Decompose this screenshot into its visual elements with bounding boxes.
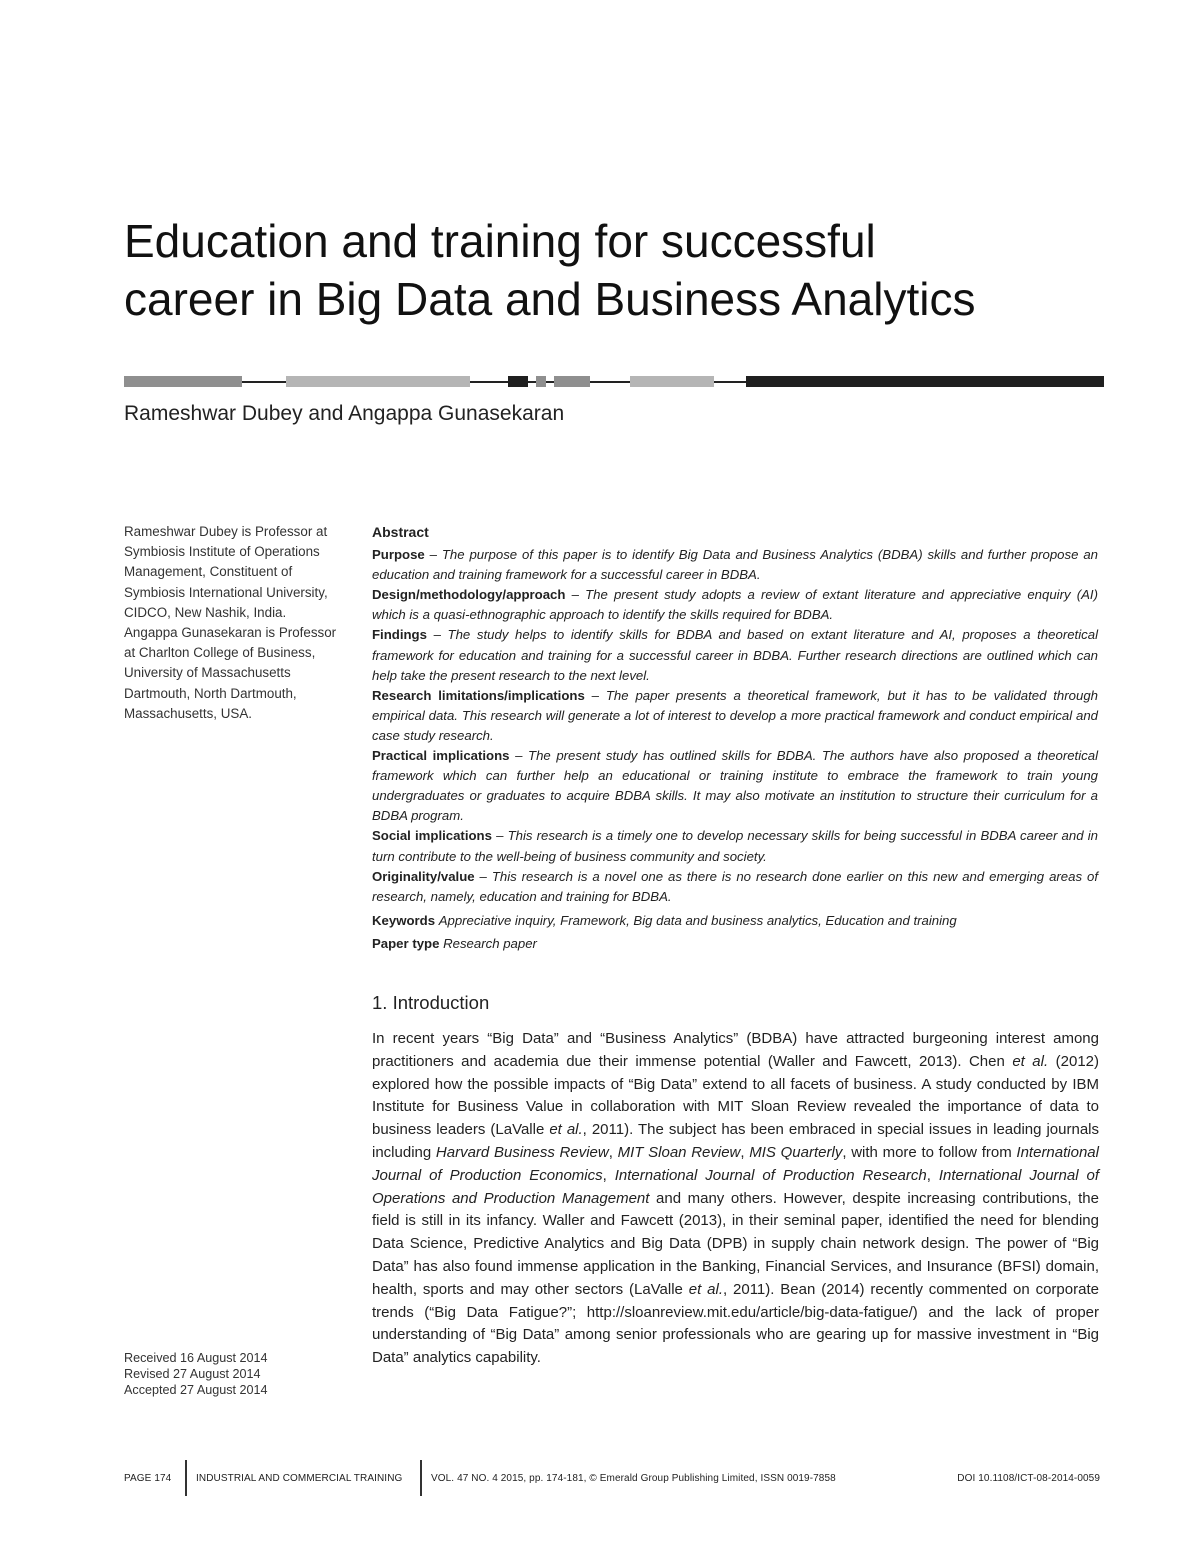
text-run: , xyxy=(602,1166,615,1184)
article-title xyxy=(124,212,1124,328)
abstract-dash: – xyxy=(474,868,492,884)
italic-run: et al. xyxy=(688,1280,723,1298)
italic-run: International Journal of Production Research xyxy=(614,1166,927,1184)
introduction-heading: 1. Introduction xyxy=(372,992,490,1013)
italic-run: International Journal of Production Economics xyxy=(372,1143,1099,1184)
paper-type xyxy=(372,934,1098,954)
footer-issue-info: VOL. 47 NO. 4 2015, pp. 174-181, © Emerald Group Publishing Limited, ISSN 0019-7858 xyxy=(431,1473,836,1484)
italic-run: et al. xyxy=(549,1121,583,1139)
abstract-dash: – xyxy=(509,748,529,764)
abstract-limitations xyxy=(372,686,1098,746)
rule-segment xyxy=(554,376,590,387)
abstract-label: Purpose xyxy=(372,547,425,563)
abstract-dash: – xyxy=(584,687,606,703)
abstract-text: The study helps to identify skills for BDBA and based on extant literature and AI, proposes a theoretical framework for education and training for a successful career in BDBA. Further research directions are outlined which can help take the present research to the next level. xyxy=(372,627,1098,683)
abstract-label: Findings xyxy=(372,627,427,643)
abstract-text: This research is a novel one as there is no research done earlier on this new and emerging areas of research, namely, education and training for BDBA. xyxy=(372,868,1098,904)
decorative-title-rule xyxy=(124,376,1104,387)
rule-segment xyxy=(286,376,470,387)
abstract-social xyxy=(372,826,1098,866)
abstract-text: The present study adopts a review of extant literature and appreciative enquiry (AI) which is a quasi-ethnographic approach to identify the skills required for BDBA. xyxy=(372,587,1098,623)
footer-page-number: PAGE 174 xyxy=(124,1473,172,1484)
footer-doi: DOI 10.1108/ICT-08-2014-0059 xyxy=(957,1473,1100,1484)
abstract-text: The present study has outlined skills for BDBA. The authors have also proposed a theoretical framework which can further help an educational or training institute to embrace the framework to train young undergraduates or graduates to acquire BDBA skills. It may also motivate an institution to structure their curriculum for a BDBA program. xyxy=(372,748,1099,824)
abstract-label: Design/methodology/approach xyxy=(372,587,566,603)
rule-segment xyxy=(508,376,528,387)
title-line-1: Education and training for successful xyxy=(124,215,876,267)
italic-run: MIT Sloan Review xyxy=(617,1143,741,1161)
footer-journal-name: INDUSTRIAL AND COMMERCIAL TRAINING xyxy=(196,1473,403,1484)
rule-segment xyxy=(746,376,1104,387)
italic-run: International Journal of Operations and Production Management xyxy=(372,1166,1100,1207)
title-line-2: career in Big Data and Business Analytics xyxy=(124,273,976,325)
footer-separator xyxy=(420,1460,422,1496)
paper-type-text: Research paper xyxy=(443,935,537,951)
rule-segment xyxy=(124,376,242,387)
affiliation-gunasekaran: Angappa Gunasekaran is Professor at Charlton College of Business, University of Massachusetts Dartmouth, North Dartmouth, Massachusetts, USA. xyxy=(124,625,337,721)
text-run: , xyxy=(740,1143,750,1161)
rule-segment xyxy=(536,376,546,387)
author-line: Rameshwar Dubey and Angappa Gunasekaran xyxy=(124,402,565,425)
abstract-originality xyxy=(372,867,1098,907)
abstract-findings xyxy=(372,625,1098,685)
text-run: In recent years “Big Data” and “Business Analytics” (BDBA) have attracted burgeoning interest among practitioners and academia due their immense potential (Waller and Fawcett, 2013). Chen xyxy=(372,1030,1099,1070)
footer-separator xyxy=(185,1460,187,1496)
abstract-dash: – xyxy=(565,587,586,603)
introduction-body xyxy=(372,1028,1099,1370)
text-run: , xyxy=(926,1166,939,1184)
abstract-dash: – xyxy=(426,627,448,643)
received-date: Received 16 August 2014 xyxy=(124,1351,268,1365)
abstract-dash: – xyxy=(491,828,508,844)
text-run: , with more to follow from xyxy=(842,1143,1017,1161)
page-footer xyxy=(124,1460,1100,1496)
keywords-label: Keywords xyxy=(372,912,436,928)
text-run: (2012) explored how the possible impacts of “Big Data” extend to all facets of business. A study conducted by IBM Institute for Business Value in collaboration with MIT Sloan Review revealed the importance of data to business leaders (LaValle xyxy=(372,1052,1099,1139)
italic-run: Harvard Business Review xyxy=(435,1143,609,1161)
keywords xyxy=(372,911,1098,931)
article-history xyxy=(124,1350,344,1399)
italic-run: et al. xyxy=(1012,1052,1049,1070)
text-run: , 2011). The subject has been embraced in special issues in leading journals including xyxy=(372,1121,1100,1161)
abstract-design xyxy=(372,585,1098,625)
abstract-practical xyxy=(372,746,1098,826)
text-run: , 2011). Bean (2014) recently commented on corporate trends (“Big Data Fatigue?”; http://sloanreview.mit.edu/article/big-data-fatigue/) and the lack of proper understanding of “Big Data” among senior professionals who are gearing up for massive investment in “Big Data” analytics capability. xyxy=(372,1280,1099,1367)
abstract xyxy=(372,522,1098,954)
author-affiliations xyxy=(124,522,344,724)
accepted-date: Accepted 27 August 2014 xyxy=(124,1383,268,1398)
abstract-label: Research limitations/implications xyxy=(372,687,585,703)
text-run: and many others. However, despite increasing contributions, the field is still in its infancy. Waller and Fawcett (2013), in their seminal paper, identified the need for blending Data Science, Predictive Analytics and Big Data (DPB) in supply chain network design. The power of “Big Data” has also found immense application in the Banking, Financial Services, and Insurance (BFSI) domain, health, sports and may other sectors (LaValle xyxy=(372,1189,1099,1298)
abstract-label: Originality/value xyxy=(372,868,475,884)
text-run: , xyxy=(608,1143,618,1161)
paper-type-label: Paper type xyxy=(372,935,440,951)
keywords-text: Appreciative inquiry, Framework, Big data and business analytics, Education and training xyxy=(438,912,957,928)
abstract-dash: – xyxy=(424,547,442,563)
italic-run: MIS Quarterly xyxy=(749,1143,843,1161)
abstract-label: Social implications xyxy=(372,828,492,844)
rule-segment xyxy=(630,376,714,387)
abstract-heading: Abstract xyxy=(372,524,429,540)
abstract-text: This research is a timely one to develop necessary skills for being successful in BDBA career and in turn contribute to the well-being of business community and society. xyxy=(372,828,1098,864)
affiliation-dubey: Rameshwar Dubey is Professor at Symbiosis Institute of Operations Management, Constituent of Symbiosis International University, CIDCO, New Nashik, India. xyxy=(124,524,328,620)
revised-date: Revised 27 August 2014 xyxy=(124,1367,261,1382)
abstract-label: Practical implications xyxy=(372,748,510,764)
abstract-purpose xyxy=(372,545,1098,585)
abstract-text: The paper presents a theoretical framework, but it has to be validated through empirical data. This research will generate a lot of interest to develop a more practical framework and conduct empirical and case study research. xyxy=(372,687,1098,743)
abstract-text: The purpose of this paper is to identify Big Data and Business Analytics (BDBA) skills and further propose an education and training framework for a successful career in BDBA. xyxy=(372,547,1098,583)
